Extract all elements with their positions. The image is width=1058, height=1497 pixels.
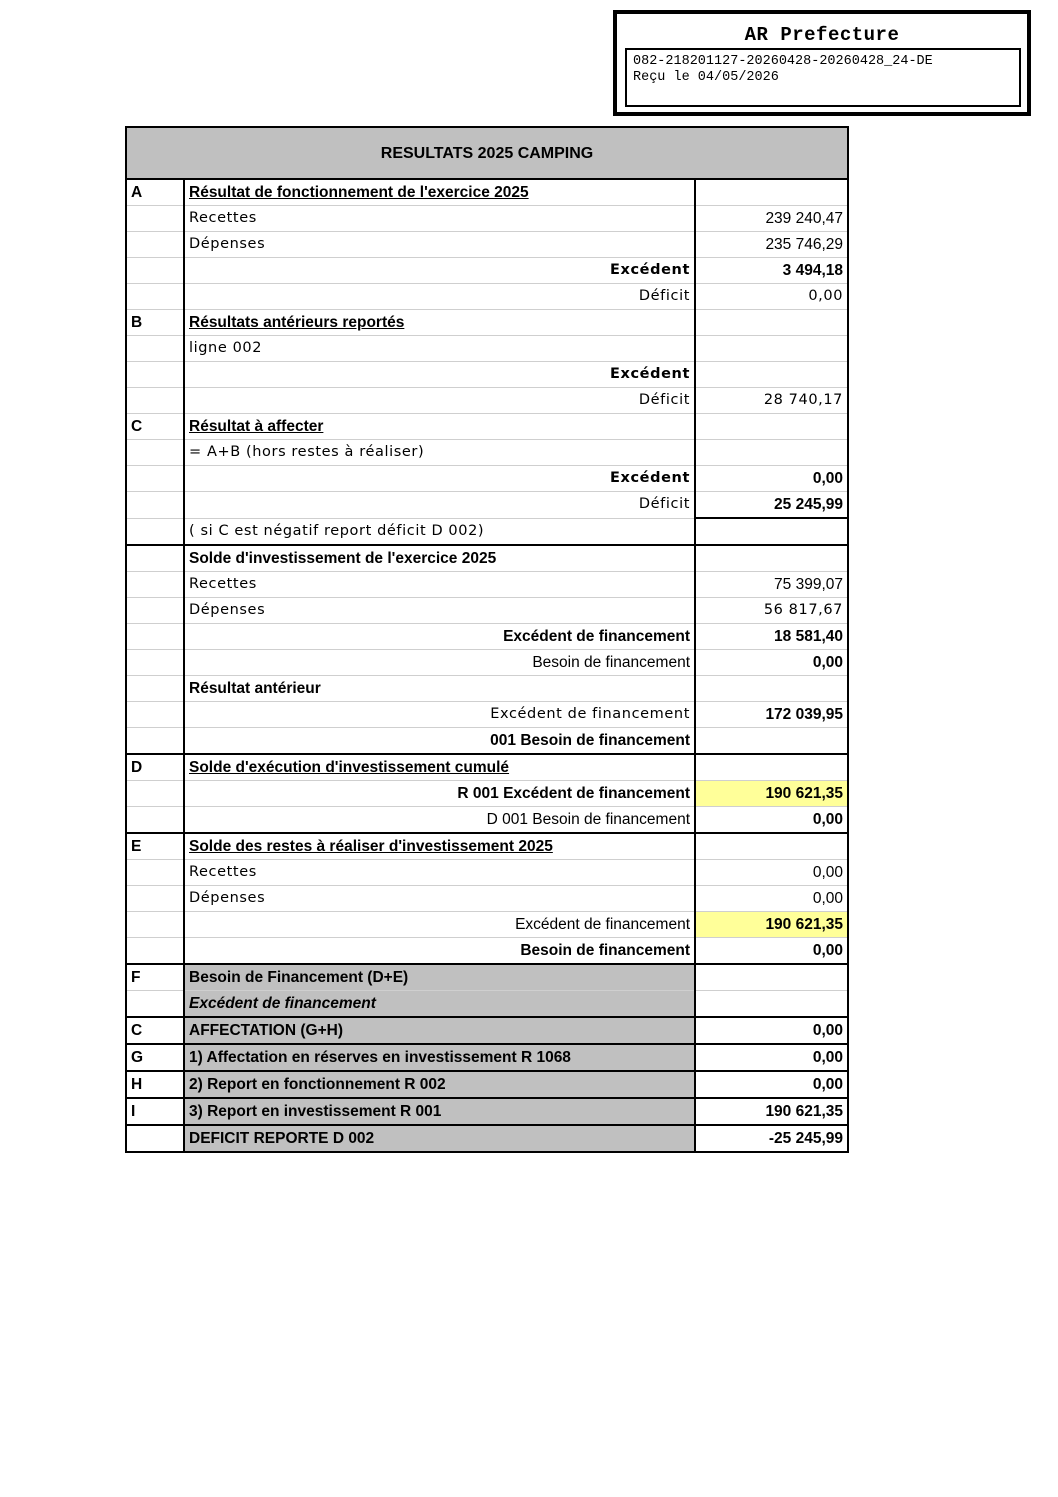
row-value — [695, 964, 848, 991]
row-value: 0,00 — [695, 807, 848, 834]
row-value: 0,00 — [695, 1071, 848, 1098]
row-letter: G — [126, 1044, 184, 1071]
row-label: Besoin de financement — [184, 938, 695, 965]
row-value: 0,00 — [695, 938, 848, 965]
table-row — [126, 807, 848, 834]
row-label: Excédent — [184, 258, 695, 284]
row-letter: H — [126, 1071, 184, 1098]
row-letter — [126, 728, 184, 755]
table-row — [126, 598, 848, 624]
row-letter — [126, 388, 184, 414]
row-label: Excédent de financement — [184, 702, 695, 728]
row-letter — [126, 336, 184, 362]
table-row — [126, 1098, 848, 1125]
row-value — [695, 362, 848, 388]
row-label: DEFICIT REPORTE D 002 — [184, 1125, 695, 1152]
row-label: ( si C est négatif report déficit D 002) — [184, 518, 695, 545]
section-heading: Solde d'exécution d'investissement cumulé — [184, 754, 695, 781]
row-label: 001 Besoin de financement — [184, 728, 695, 755]
row-letter — [126, 572, 184, 598]
row-letter — [126, 624, 184, 650]
row-letter — [126, 466, 184, 492]
row-value: 0,00 — [695, 886, 848, 912]
row-value — [695, 179, 848, 206]
row-label: Dépenses — [184, 232, 695, 258]
row-label: D 001 Besoin de financement — [184, 807, 695, 834]
table-row — [126, 650, 848, 676]
row-letter — [126, 284, 184, 310]
table-row — [126, 781, 848, 807]
row-letter: F — [126, 964, 184, 991]
row-label: Déficit — [184, 284, 695, 310]
table-row — [126, 1044, 848, 1071]
row-value — [695, 676, 848, 702]
row-value: 0,00 — [695, 1017, 848, 1044]
table-row — [126, 991, 848, 1018]
row-letter — [126, 702, 184, 728]
row-value — [695, 414, 848, 440]
row-value: 28 740,17 — [695, 388, 848, 414]
table-row — [126, 676, 848, 702]
section-heading: Résultat antérieur — [184, 676, 695, 702]
row-letter: C — [126, 1017, 184, 1044]
row-label: Recettes — [184, 206, 695, 232]
row-value — [695, 754, 848, 781]
row-value: 172 039,95 — [695, 702, 848, 728]
stamp-received-date: Reçu le 04/05/2026 — [633, 70, 779, 85]
table-row — [126, 938, 848, 965]
table-row — [126, 179, 848, 206]
table-row — [126, 518, 848, 545]
row-letter — [126, 545, 184, 572]
section-heading: Solde des restes à réaliser d'investissement 2025 — [184, 833, 695, 860]
row-letter — [126, 938, 184, 965]
row-value: 239 240,47 — [695, 206, 848, 232]
stamp-reference-number: 082-218201127-20260428-20260428_24-DE — [633, 54, 933, 69]
row-label: Excédent de financement — [184, 991, 695, 1018]
row-label: Recettes — [184, 860, 695, 886]
row-value: 190 621,35 — [695, 1098, 848, 1125]
row-letter — [126, 492, 184, 519]
table-row — [126, 1017, 848, 1044]
table-row — [126, 572, 848, 598]
row-letter — [126, 807, 184, 834]
section-heading: Solde d'investissement de l'exercice 2025 — [184, 545, 695, 572]
row-letter — [126, 258, 184, 284]
row-letter: D — [126, 754, 184, 781]
row-value-highlighted: 190 621,35 — [695, 781, 848, 807]
section-heading: Résultat de fonctionnement de l'exercice 2025 — [184, 179, 695, 206]
table-row — [126, 232, 848, 258]
row-letter — [126, 232, 184, 258]
row-letter — [126, 886, 184, 912]
row-label: 1) Affectation en réserves en investissement R 1068 — [184, 1044, 695, 1071]
row-value: 25 245,99 — [695, 492, 848, 519]
row-value — [695, 518, 848, 545]
table-row — [126, 912, 848, 938]
row-letter — [126, 991, 184, 1018]
row-value: 18 581,40 — [695, 624, 848, 650]
row-letter: C — [126, 414, 184, 440]
row-value — [695, 991, 848, 1018]
table-row — [126, 492, 848, 519]
row-value-highlighted: 190 621,35 — [695, 912, 848, 938]
row-label: 3) Report en investissement R 001 — [184, 1098, 695, 1125]
row-value — [695, 728, 848, 755]
row-letter — [126, 518, 184, 545]
row-label: Déficit — [184, 492, 695, 519]
table-row — [126, 336, 848, 362]
row-label: AFFECTATION (G+H) — [184, 1017, 695, 1044]
row-letter: B — [126, 310, 184, 336]
row-letter — [126, 598, 184, 624]
row-label: Excédent de financement — [184, 912, 695, 938]
row-label: = A+B (hors restes à réaliser) — [184, 440, 695, 466]
row-letter — [126, 676, 184, 702]
row-label: Déficit — [184, 388, 695, 414]
table-row — [126, 833, 848, 860]
row-value: 0,00 — [695, 650, 848, 676]
row-value — [695, 440, 848, 466]
row-value: 235 746,29 — [695, 232, 848, 258]
table-row — [126, 624, 848, 650]
table-row — [126, 466, 848, 492]
table-row — [126, 860, 848, 886]
table-row — [126, 728, 848, 755]
table-row — [126, 754, 848, 781]
row-label: 2) Report en fonctionnement R 002 — [184, 1071, 695, 1098]
row-label: Recettes — [184, 572, 695, 598]
table-row — [126, 545, 848, 572]
section-heading: Résultats antérieurs reportés — [184, 310, 695, 336]
row-value: 0,00 — [695, 1044, 848, 1071]
row-label: Besoin de financement — [184, 650, 695, 676]
row-value — [695, 336, 848, 362]
table-row — [126, 1071, 848, 1098]
row-value: 0,00 — [695, 284, 848, 310]
row-letter — [126, 206, 184, 232]
row-value: 0,00 — [695, 860, 848, 886]
row-label: Dépenses — [184, 598, 695, 624]
row-label: Excédent — [184, 362, 695, 388]
table-row — [126, 362, 848, 388]
row-label: R 001 Excédent de financement — [184, 781, 695, 807]
row-label: Besoin de Financement (D+E) — [184, 964, 695, 991]
row-value: 56 817,67 — [695, 598, 848, 624]
row-label: ligne 002 — [184, 336, 695, 362]
row-label: Excédent de financement — [184, 624, 695, 650]
row-value: 0,00 — [695, 466, 848, 492]
table-row — [126, 440, 848, 466]
table-row — [126, 414, 848, 440]
row-letter — [126, 1125, 184, 1152]
table-row — [126, 310, 848, 336]
results-table — [125, 126, 849, 1153]
row-label: Dépenses — [184, 886, 695, 912]
prefecture-stamp — [613, 10, 1031, 116]
row-value: -25 245,99 — [695, 1125, 848, 1152]
row-value: 75 399,07 — [695, 572, 848, 598]
table-row — [126, 258, 848, 284]
row-value — [695, 310, 848, 336]
table-row — [126, 388, 848, 414]
row-letter: E — [126, 833, 184, 860]
table-row — [126, 1125, 848, 1152]
row-value: 3 494,18 — [695, 258, 848, 284]
row-letter: A — [126, 179, 184, 206]
row-value — [695, 833, 848, 860]
row-letter — [126, 912, 184, 938]
table-title: RESULTATS 2025 CAMPING — [126, 127, 848, 179]
row-letter — [126, 860, 184, 886]
stamp-reference-box — [625, 48, 1021, 107]
stamp-title: AR Prefecture — [744, 24, 900, 46]
row-letter — [126, 440, 184, 466]
table-row — [126, 284, 848, 310]
row-letter: I — [126, 1098, 184, 1125]
table-row — [126, 964, 848, 991]
row-letter — [126, 362, 184, 388]
table-row — [126, 206, 848, 232]
table-row — [126, 702, 848, 728]
table-row — [126, 886, 848, 912]
row-letter — [126, 781, 184, 807]
row-letter — [126, 650, 184, 676]
section-heading: Résultat à affecter — [184, 414, 695, 440]
row-value — [695, 545, 848, 572]
row-label: Excédent — [184, 466, 695, 492]
